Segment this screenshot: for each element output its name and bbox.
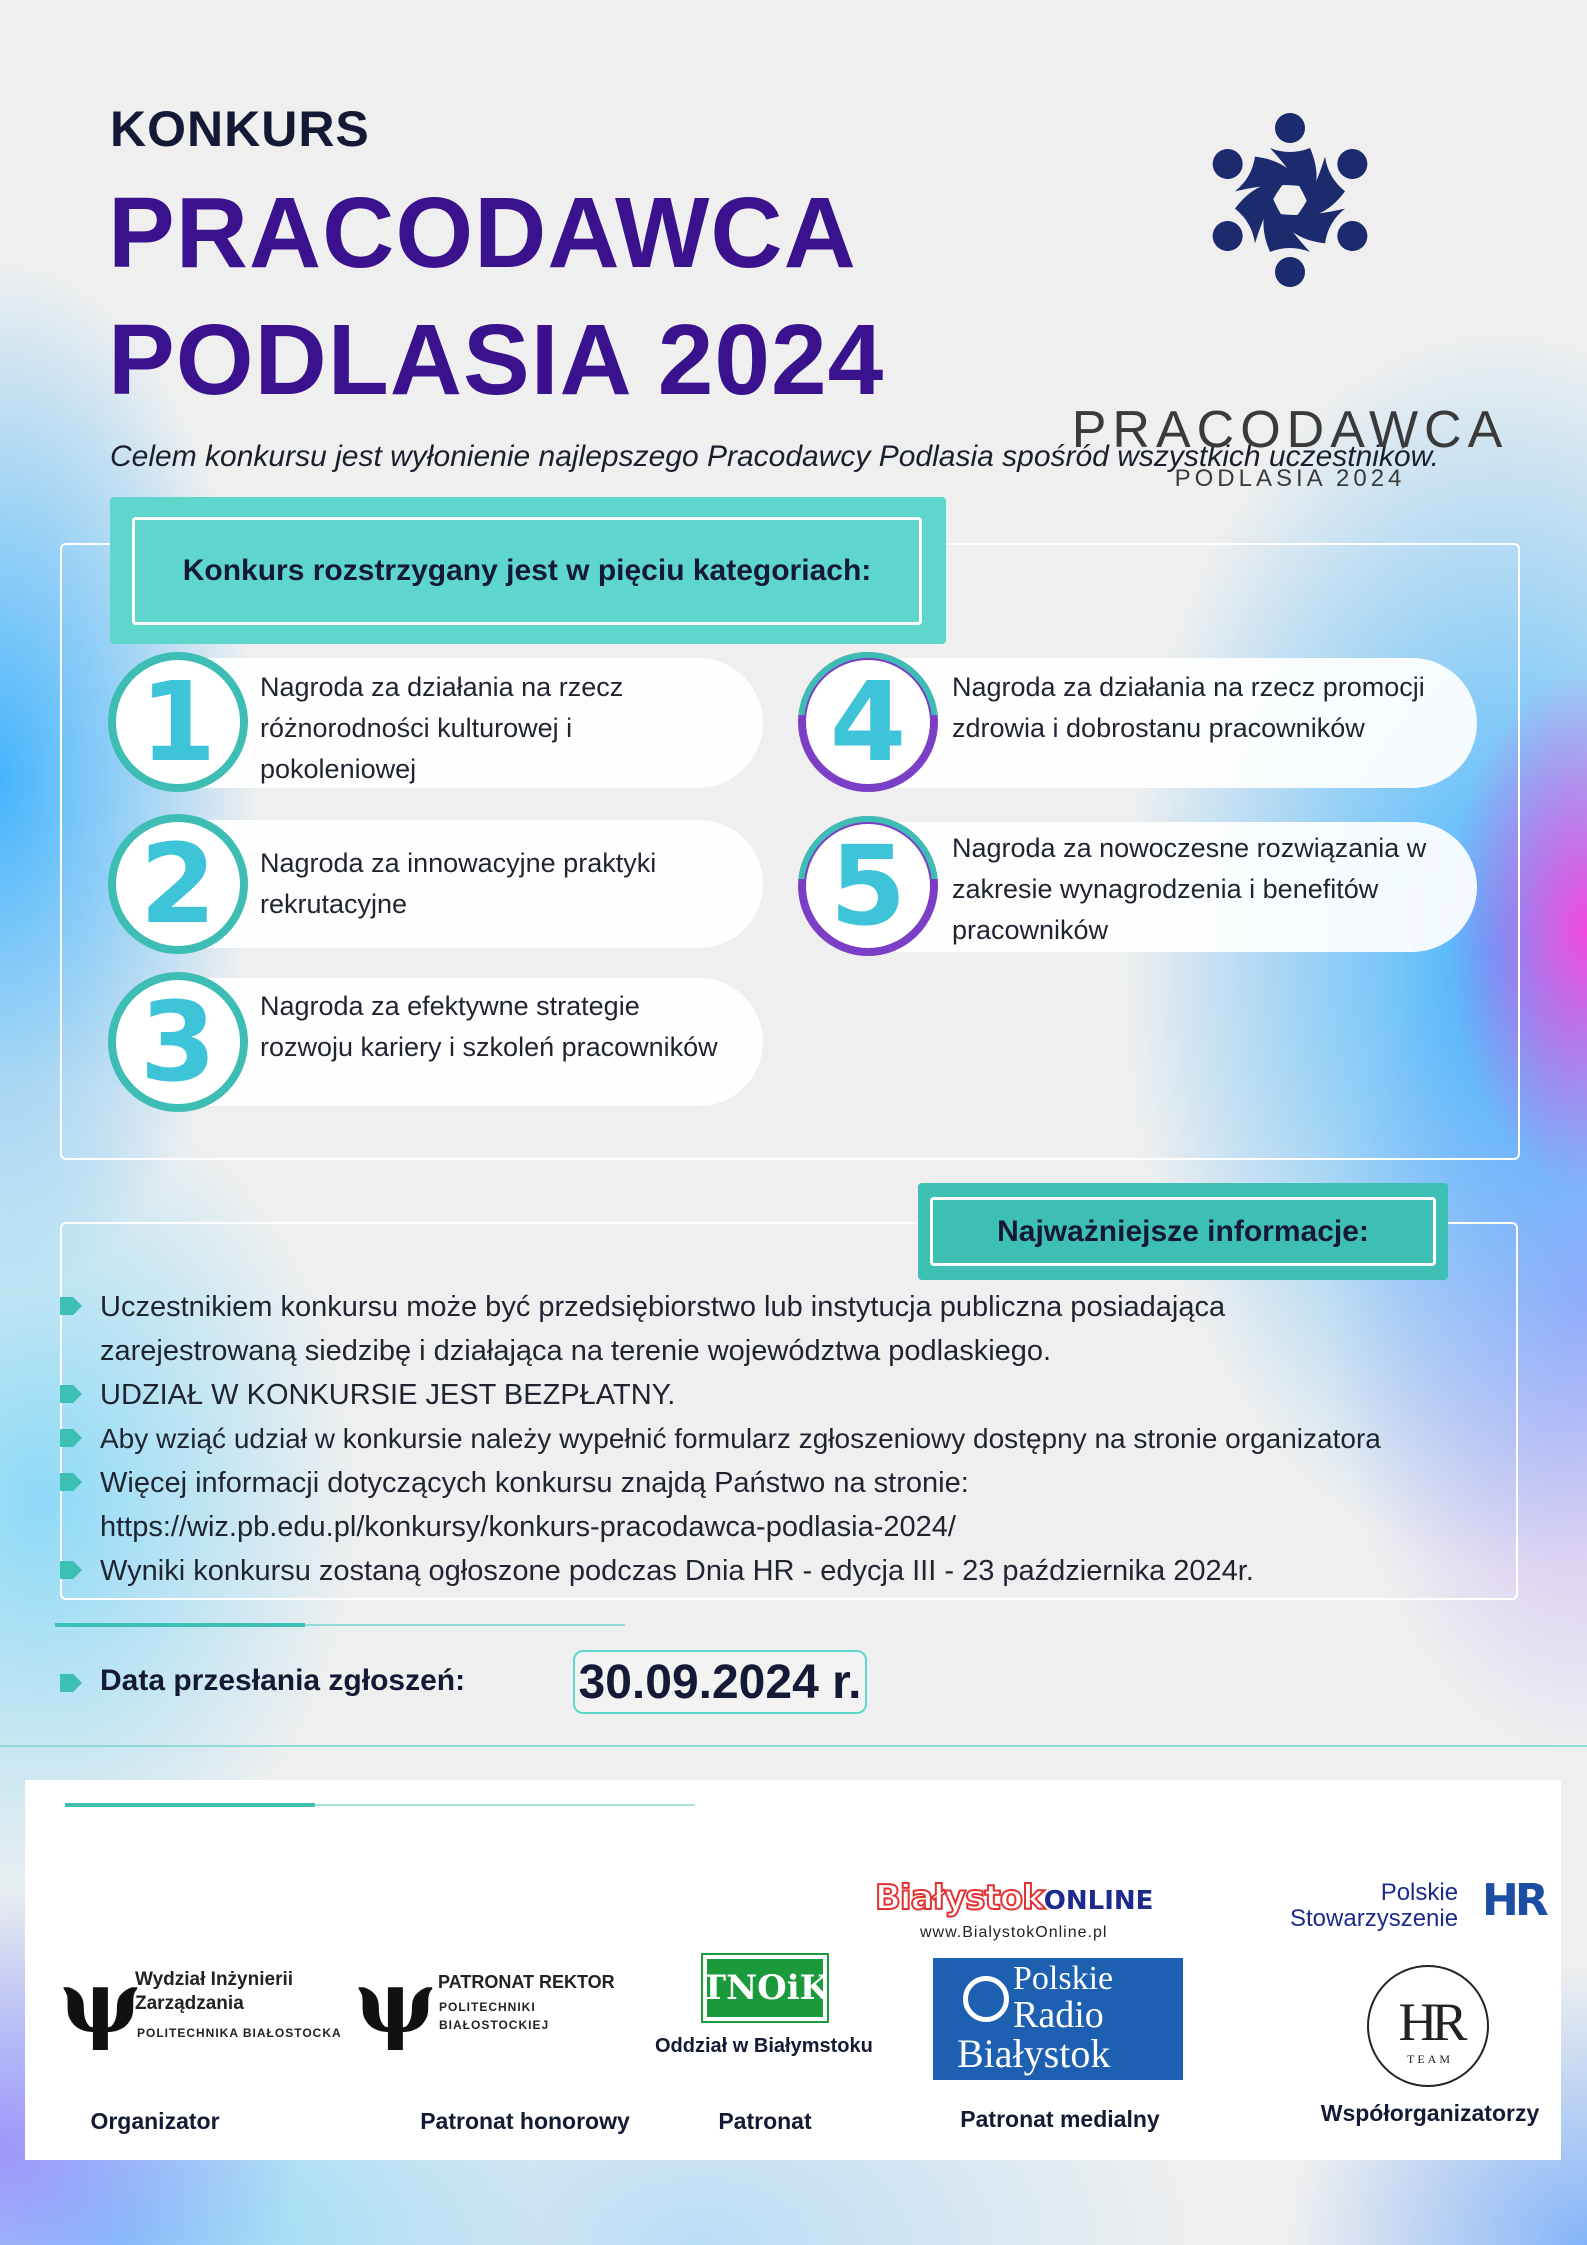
category-number-3: 3 bbox=[108, 972, 248, 1112]
section-divider bbox=[0, 1745, 1587, 1747]
category-number-2: 2 bbox=[108, 814, 248, 954]
arrow-bullet-icon bbox=[60, 1674, 82, 1692]
info-bullet-text: UDZIAŁ W KONKURSIE JEST BEZPŁATNY. bbox=[100, 1379, 676, 1411]
pshr-name bbox=[1290, 1880, 1458, 1932]
info-bullet bbox=[60, 1285, 1260, 1373]
category-text-2: Nagroda za innowacyjne praktyki rekrutacyjne bbox=[260, 848, 657, 919]
arrow-bullet-icon bbox=[60, 1385, 82, 1403]
category-number-4: 4 bbox=[798, 652, 938, 792]
info-bullet-text: Wyniki konkursu zostaną ogłoszone podczas Dnia HR - edycja III - 23 października 2024r. bbox=[100, 1555, 1254, 1587]
honorary-small-1: POLITECHNIKI bbox=[439, 2000, 536, 2014]
category-text-4: Nagroda za działania na rzecz promocji zdrowia i dobrostanu pracowników bbox=[952, 672, 1425, 743]
organizer-name-line-2: Zarządzania bbox=[135, 1993, 244, 2014]
wiz-logo-icon: ψ bbox=[60, 1952, 141, 2053]
info-list bbox=[60, 1285, 1540, 1593]
info-heading-box bbox=[918, 1183, 1448, 1280]
sponsors-divider-accent bbox=[65, 1803, 315, 1807]
info-bullet bbox=[60, 1461, 1160, 1549]
deadline-date: 30.09.2024 r. bbox=[573, 1650, 867, 1714]
arrow-bullet-icon bbox=[60, 1473, 82, 1491]
bialystok-online-url: www.BialystokOnline.pl bbox=[920, 1924, 1108, 1941]
hr-team-mark: HR bbox=[1398, 1992, 1462, 2052]
logo-subline: PODLASIA 2024 bbox=[1174, 465, 1406, 492]
organizer-name-line-1: Wydział Inżynierii bbox=[135, 1969, 294, 1990]
arrow-bullet-icon bbox=[60, 1561, 82, 1579]
page-title-line-2: PODLASIA 2024 bbox=[108, 304, 885, 416]
hr-team-logo bbox=[1367, 1965, 1489, 2087]
categories-heading-box bbox=[110, 497, 946, 644]
competition-logo bbox=[1060, 100, 1520, 492]
info-bullet-text: Uczestnikiem konkursu może być przedsiębiorstwo lub instytucja publiczna posiadająca zarejestrowaną siedzibę i działająca na terenie województwa podlaskiego. bbox=[100, 1291, 1226, 1367]
caption-patron: Patronat bbox=[718, 2108, 812, 2134]
deadline-label bbox=[60, 1664, 465, 1698]
pshr-line-2: Stowarzyszenie bbox=[1290, 1905, 1459, 1932]
radio-icon bbox=[963, 1976, 1009, 2022]
pshr-hr-mark: HR bbox=[1482, 1875, 1545, 1926]
subtitle: Celem konkursu jest wyłonienie najlepszego Pracodawcy Podlasia spośród wszystkich uczestników. bbox=[110, 440, 1439, 473]
pb-logo-icon: ψ bbox=[355, 1952, 436, 2053]
arrow-bullet-icon bbox=[60, 1297, 82, 1315]
caption-media: Patronat medialny bbox=[960, 2106, 1160, 2132]
caption-honorary: Patronat honorowy bbox=[420, 2108, 630, 2134]
people-circle-logo-icon bbox=[1190, 100, 1390, 300]
bialystok-online-text: Białystok bbox=[875, 1878, 1044, 1918]
hr-team-sub: TEAM bbox=[1407, 2052, 1453, 2066]
tnoik-logo: TNOiK bbox=[703, 1955, 827, 2021]
patron-branch: Oddział w Białymstoku bbox=[655, 2035, 873, 2057]
deadline-divider-accent bbox=[55, 1623, 305, 1627]
category-number-1: 1 bbox=[108, 652, 248, 792]
info-bullet-text: Więcej informacji dotyczących konkursu znajdą Państwo na stronie: https://wiz.pb.edu.pl/konkursy/konkurs-pracodawca-podlasia-2024/ bbox=[100, 1467, 969, 1543]
category-text-5: Nagroda za nowoczesne rozwiązania w zakresie wynagrodzenia i benefitów pracowników bbox=[952, 833, 1427, 945]
pshr-line-1: Polskie bbox=[1380, 1879, 1459, 1906]
bialystok-online-online: ONLINE bbox=[1043, 1886, 1154, 1916]
honorary-small-2: BIAŁOSTOCKIEJ bbox=[439, 2018, 550, 2032]
info-bullet bbox=[60, 1373, 1540, 1417]
radio-line-3: Białystok bbox=[957, 2031, 1111, 2076]
bialystok-online-logo bbox=[875, 1878, 1153, 1918]
category-number-5: 5 bbox=[798, 816, 938, 956]
kicker: KONKURS bbox=[110, 101, 370, 157]
radio-line-1: Polskie bbox=[1013, 1960, 1114, 1997]
logo-wordmark: PRACODAWCA bbox=[1071, 401, 1509, 459]
caption-organizer: Organizator bbox=[90, 2108, 220, 2134]
caption-coorganizers: Współorganizatorzy bbox=[1320, 2100, 1540, 2126]
radio-line-2: Radio bbox=[1013, 1994, 1104, 2036]
category-text-1: Nagroda za działania na rzecz różnorodności kulturowej i pokoleniowej bbox=[260, 672, 624, 784]
deadline-label-text: Data przesłania zgłoszeń: bbox=[100, 1664, 466, 1697]
info-heading: Najważniejsze informacje: bbox=[930, 1197, 1436, 1266]
honorary-name: PATRONAT REKTOR bbox=[438, 1972, 615, 1992]
category-text-3: Nagroda za efektywne strategie rozwoju kariery i szkoleń pracowników bbox=[260, 991, 718, 1062]
sponsors-box bbox=[25, 1780, 1561, 2160]
categories-heading: Konkurs rozstrzygany jest w pięciu kategoriach: bbox=[132, 517, 922, 625]
polskie-radio-logo bbox=[933, 1958, 1183, 2080]
info-bullet-text: Aby wziąć udział w konkursie należy wypełnić formularz zgłoszeniowy dostępny na stronie organizatora bbox=[100, 1423, 1381, 1454]
organizer-university: POLITECHNIKA BIAŁOSTOCKA bbox=[137, 2026, 342, 2040]
page-title-line-1: PRACODAWCA bbox=[108, 177, 857, 289]
info-bullet bbox=[60, 1417, 1540, 1461]
info-bullet bbox=[60, 1549, 1540, 1593]
arrow-bullet-icon bbox=[60, 1429, 82, 1447]
